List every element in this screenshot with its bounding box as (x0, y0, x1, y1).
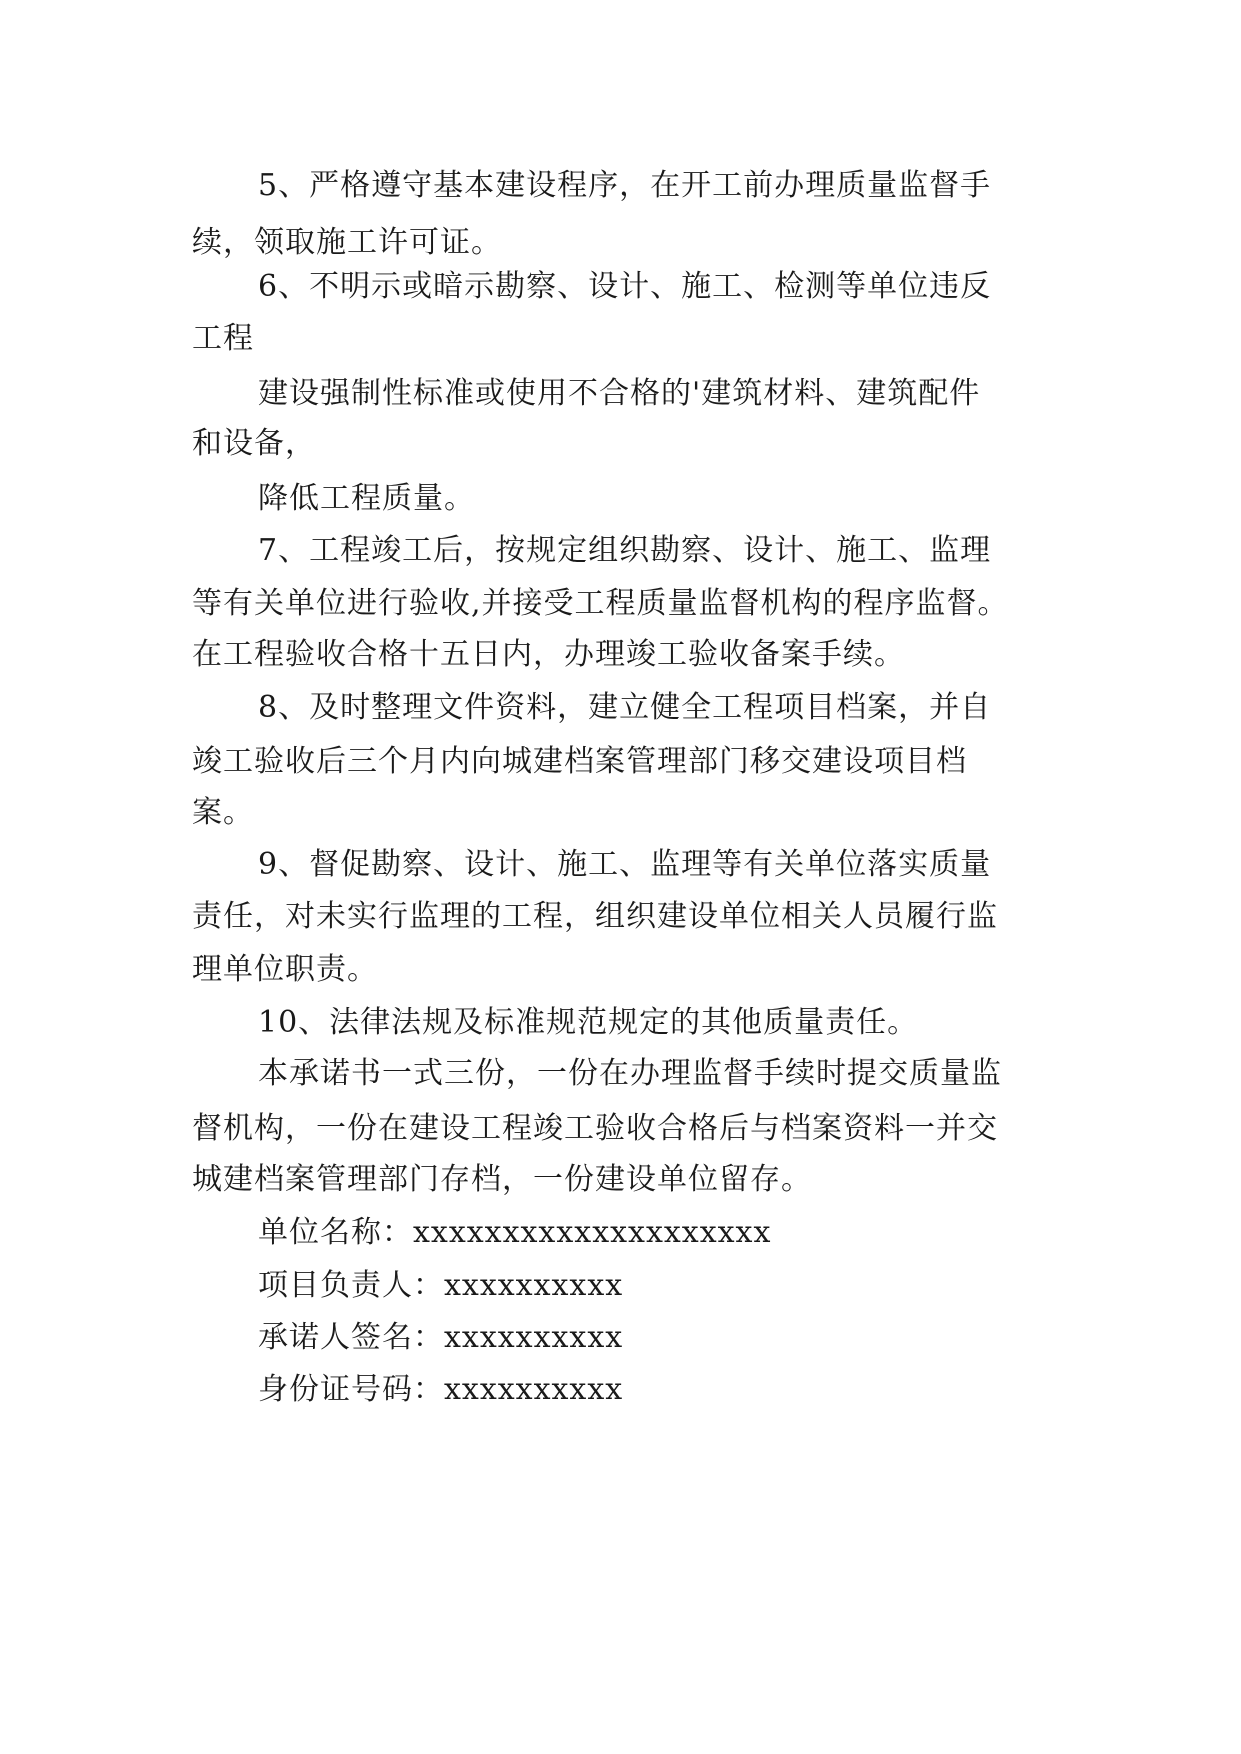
item-6-line-3: 建设强制性标准或使用不合格的'建筑材料、建筑配件 (258, 376, 981, 411)
item-6-line-5: 降低工程质量。 (258, 481, 475, 516)
signature-field: 承诺人签名：xxxxxxxxxx (258, 1320, 624, 1355)
item-5-line-2: 续，领取施工许可证。 (192, 225, 502, 260)
id-number-field: 身份证号码：xxxxxxxxxx (258, 1372, 624, 1407)
item-6-line-2: 工程 (192, 321, 254, 356)
item-9-line-3: 理单位职责。 (192, 952, 378, 987)
project-leader-field: 项目负责人：xxxxxxxxxx (258, 1268, 624, 1303)
copies-line-3: 城建档案管理部门存档，一份建设单位留存。 (192, 1162, 812, 1197)
copies-line-1: 本承诺书一式三份，一份在办理监督手续时提交质量监 (258, 1056, 1002, 1091)
item-7-line-3: 在工程验收合格十五日内，办理竣工验收备案手续。 (192, 637, 905, 672)
item-6-line-4: 和设备， (192, 426, 316, 461)
item-5-line-1: 5、严格遵守基本建设程序，在开工前办理质量监督手 (258, 168, 992, 203)
item-9-line-1: 9、督促勘察、设计、施工、监理等有关单位落实质量 (258, 847, 992, 882)
item-8-line-3: 案。 (192, 795, 254, 830)
item-9-line-2: 责任，对未实行监理的工程，组织建设单位相关人员履行监 (192, 899, 998, 934)
item-10-line-1: 10、法律法规及标准规范规定的其他质量责任。 (258, 1005, 919, 1040)
item-8-line-2: 竣工验收后三个月内向城建档案管理部门移交建设项目档 (192, 744, 967, 779)
item-8-line-1: 8、及时整理文件资料，建立健全工程项目档案，并自 (258, 690, 992, 725)
item-7-line-1: 7、工程竣工后，按规定组织勘察、设计、施工、监理 (258, 533, 992, 568)
item-7-line-2: 等有关单位进行验收,并接受工程质量监督机构的程序监督。 (192, 586, 1009, 621)
copies-line-2: 督机构，一份在建设工程竣工验收合格后与档案资料一并交 (192, 1111, 998, 1146)
item-6-line-1: 6、不明示或暗示勘察、设计、施工、检测等单位违反 (258, 269, 992, 304)
unit-name-field: 单位名称：xxxxxxxxxxxxxxxxxxxx (258, 1215, 772, 1250)
